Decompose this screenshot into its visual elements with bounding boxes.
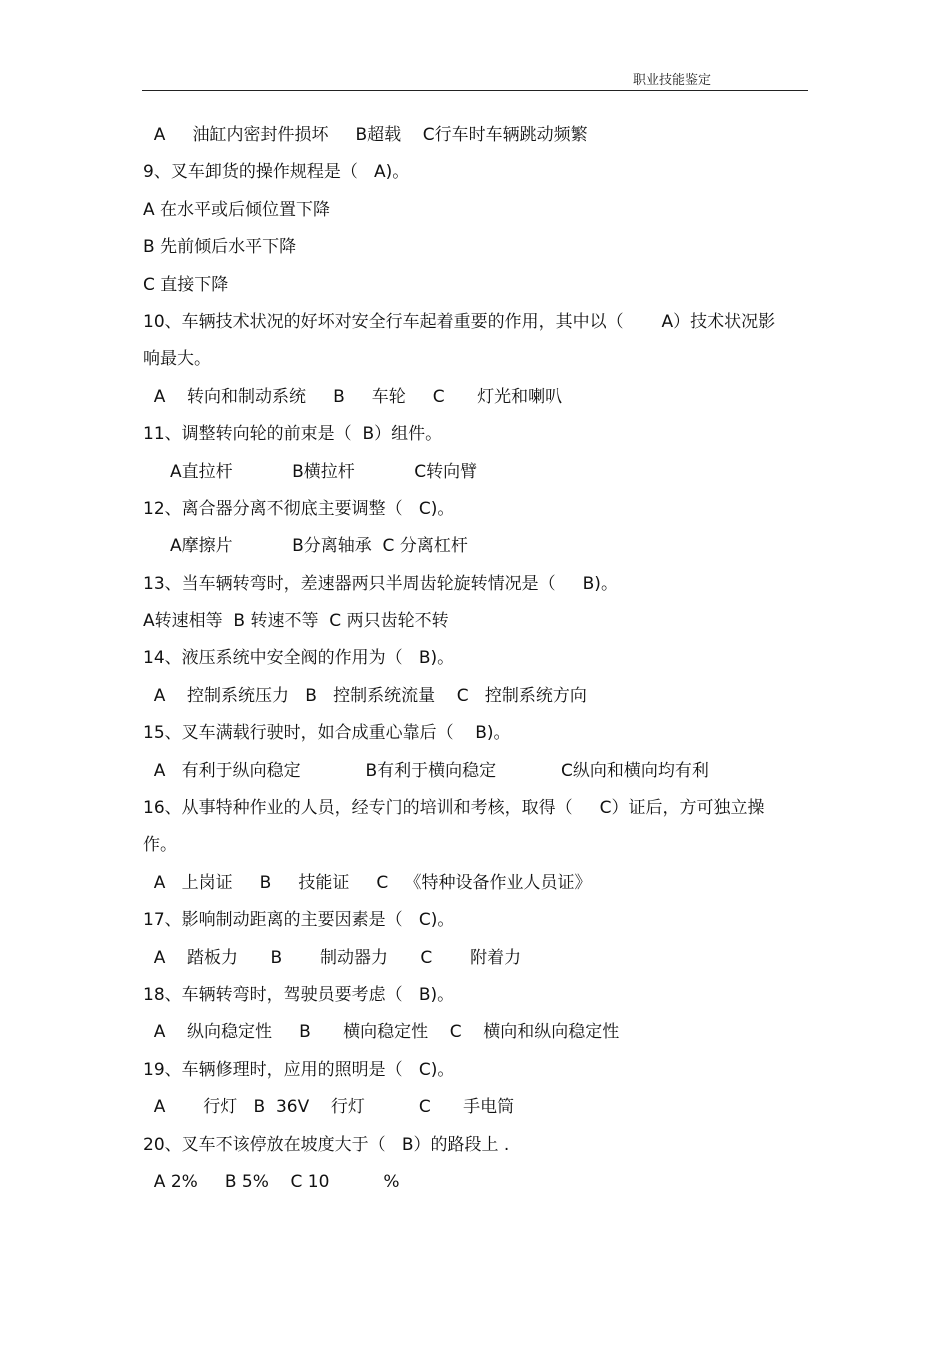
question-17-options: A 踏板力 B 制动器力 C 附着力: [143, 947, 522, 968]
question-10-cont: 响最大。: [143, 349, 211, 370]
question-18-options: A 纵向稳定性 B 横向稳定性 C 横向和纵向稳定性: [143, 1022, 620, 1043]
header-rule: [142, 90, 808, 91]
question-16-cont: 作。: [143, 835, 177, 856]
question-16-options: A 上岗证 B 技能证 C 《特种设备作业人员证》: [143, 872, 592, 893]
question-10: 10、车辆技术状况的好坏对安全行车起着重要的作用，其中以（ A）技术状况影: [143, 311, 776, 332]
question-11: 11、调整转向轮的前束是（ B）组件。: [143, 424, 443, 445]
question-9-option-a: A 在水平或后倾位置下降: [143, 199, 331, 220]
question-19: 19、车辆修理时，应用的照明是（ C)。: [143, 1059, 455, 1080]
question-20: 20、叉车不该停放在坡度大于（ B）的路段上 .: [143, 1134, 510, 1155]
question-9-option-c: C 直接下降: [143, 274, 229, 295]
question-14-options: A 控制系统压力 B 控制系统流量 C 控制系统方向: [143, 685, 587, 706]
question-19-options: A 行灯 B 36V 行灯 C 手电筒: [143, 1097, 515, 1118]
question-15: 15、叉车满载行驶时，如合成重心靠后（ B)。: [143, 723, 511, 744]
question-12: 12、离合器分离不彻底主要调整（ C)。: [143, 498, 455, 519]
question-10-options: A 转向和制动系统 B 车轮 C 灯光和喇叭: [143, 386, 563, 407]
page-header: [0, 0, 950, 92]
header-title: 职业技能鉴定: [633, 73, 712, 88]
question-9: 9、叉车卸货的操作规程是（ A)。: [143, 162, 410, 183]
question-18: 18、车辆转弯时，驾驶员要考虑（ B)。: [143, 984, 455, 1005]
question-14: 14、液压系统中安全阀的作用为（ B)。: [143, 648, 455, 669]
question-9-option-b: B 先前倾后水平下降: [143, 237, 297, 258]
question-16: 16、从事特种作业的人员，经专门的培训和考核，取得（ C）证后，方可独立操: [143, 798, 765, 819]
question-15-options: A 有利于纵向稳定 B有利于横向稳定 C纵向和横向均有利: [143, 760, 709, 781]
question-13: 13、当车辆转弯时，差速器两只半周齿轮旋转情况是（ B)。: [143, 573, 618, 594]
question-list: [143, 121, 808, 1205]
question-11-options: A直拉杆 B横拉杆 C转向臂: [143, 461, 478, 482]
text-line-1: A 油缸内密封件损坏 B超载 C行车时车辆跳动频繁: [143, 125, 588, 145]
question-20-options: A 2% B 5% C 10 %: [143, 1171, 400, 1192]
question-17: 17、影响制动距离的主要因素是（ C)。: [143, 910, 455, 931]
question-13-options: A转速相等 B 转速不等 C 两只齿轮不转: [143, 611, 449, 632]
question-12-options: A摩擦片 B分离轴承 C 分离杠杆: [143, 536, 468, 557]
